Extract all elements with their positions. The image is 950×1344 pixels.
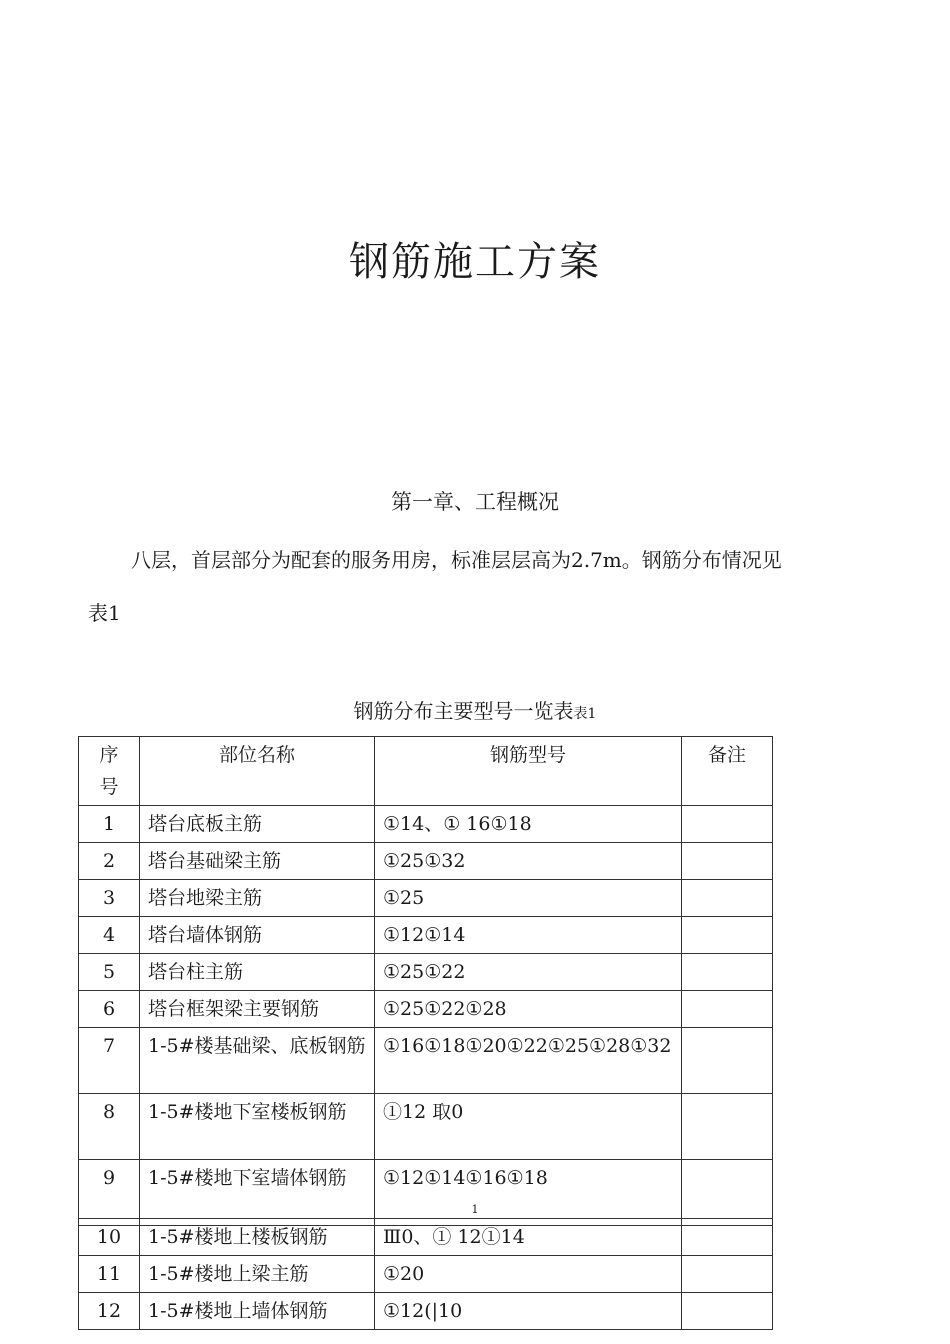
cell-note [682,1028,773,1094]
table-caption-suffix: 表1 [573,706,597,722]
cell-no: 1 [79,806,140,843]
page-number: 1 [471,1203,479,1216]
table-row [79,1293,773,1330]
table-row [79,954,773,991]
header-part: 部位名称 [140,737,375,806]
cell-no: 9 [79,1160,140,1226]
chapter-heading: 第一章、工程概况 [391,490,559,514]
cell-note [682,880,773,917]
table-row [79,1028,773,1094]
cell-no: 2 [79,843,140,880]
cell-part: 塔台地梁主筋 [140,880,375,917]
cell-rebar: ①25①22 [375,954,682,991]
cell-note [682,1094,773,1160]
rebar-table-part1 [78,736,773,1226]
cell-note [682,806,773,843]
cell-no: 6 [79,991,140,1028]
cell-no: 8 [79,1094,140,1160]
table-row [79,880,773,917]
cell-no: 5 [79,954,140,991]
cell-no: 10 [79,1219,140,1256]
cell-no: 11 [79,1256,140,1293]
cell-rebar: ①12 取0 [375,1094,682,1160]
cell-no: 12 [79,1293,140,1330]
header-no-text: 序号 [99,744,119,798]
cell-rebar: ①16①18①20①22①25①28①32 [375,1028,682,1094]
cell-part: 1-5#楼地下室墙体钢筋 [140,1160,375,1226]
table-row [79,991,773,1028]
overview-paragraph-line2: 表1 [88,601,121,625]
cell-part: 塔台柱主筋 [140,954,375,991]
table-row [79,917,773,954]
cell-note [682,954,773,991]
table-caption [0,695,950,730]
table-row [79,1256,773,1293]
cell-rebar: ①25①22①28 [375,991,682,1028]
cell-part: 1-5#楼地上墙体钢筋 [140,1293,375,1330]
table-row [79,843,773,880]
cell-rebar: ①25①32 [375,843,682,880]
table-caption-text: 钢筋分布主要型号一览表 [353,699,574,723]
cell-part: 塔台墙体钢筋 [140,917,375,954]
cell-rebar: ①20 [375,1256,682,1293]
cell-part: 1-5#楼地上梁主筋 [140,1256,375,1293]
rebar-table-part2 [78,1218,773,1330]
cell-part: 1-5#楼地下室楼板钢筋 [140,1094,375,1160]
cell-rebar: ①12①14①16①18 [375,1160,682,1226]
cell-rebar: ①25 [375,880,682,917]
cell-part: 塔台底板主筋 [140,806,375,843]
cell-part: 1-5#楼地上楼板钢筋 [140,1219,375,1256]
cell-rebar: ①12①14 [375,917,682,954]
header-note: 备注 [682,737,773,806]
table-body-part2 [79,1219,773,1330]
cell-no: 3 [79,880,140,917]
document-title: 钢筋施工方案 [349,239,601,285]
cell-note [682,1219,773,1256]
header-rebar: 钢筋型号 [375,737,682,806]
cell-note [682,843,773,880]
cell-part: 塔台基础梁主筋 [140,843,375,880]
cell-part: 1-5#楼基础梁、底板钢筋 [140,1028,375,1094]
table-row [79,806,773,843]
cell-no: 4 [79,917,140,954]
cell-no: 7 [79,1028,140,1094]
header-no [79,737,140,806]
table-body-part1 [79,806,773,1226]
table-row [79,1219,773,1256]
cell-note [682,991,773,1028]
table-row [79,1094,773,1160]
cell-note [682,1293,773,1330]
overview-paragraph-line1: 八层，首层部分为配套的服务用房，标准层层高为2.7m。钢筋分布情况见 [131,548,782,572]
cell-part: 塔台框架梁主要钢筋 [140,991,375,1028]
cell-rebar: ①12(|10 [375,1293,682,1330]
cell-note [682,1256,773,1293]
cell-rebar: ①14、① 16①18 [375,806,682,843]
cell-note [682,917,773,954]
cell-rebar: Ⅲ0、① 12①14 [375,1219,682,1256]
